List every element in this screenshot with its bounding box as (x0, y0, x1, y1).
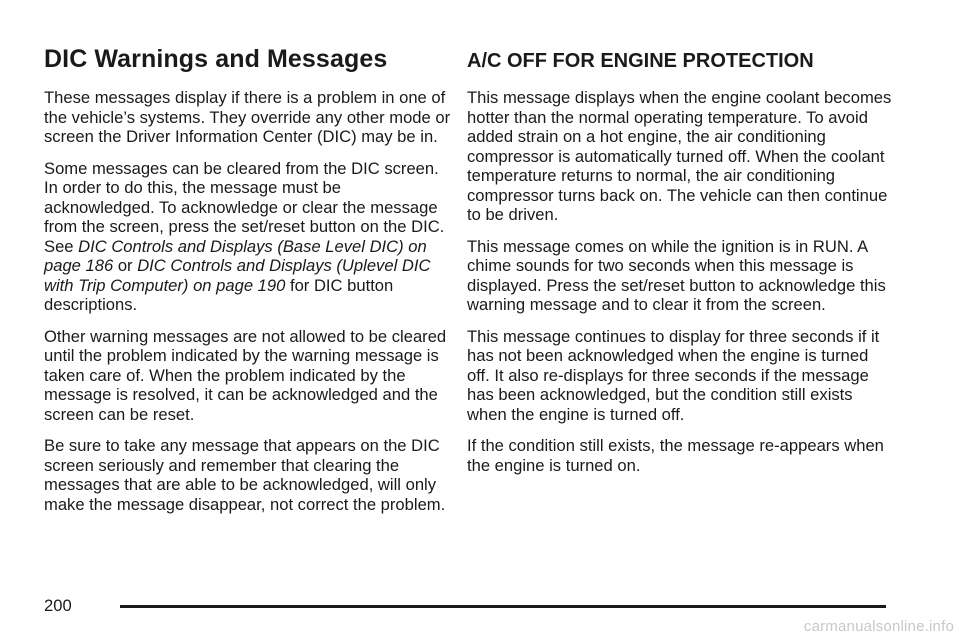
left-column (44, 44, 454, 526)
watermark: carmanualsonline.info (803, 618, 954, 635)
take-seriously-paragraph: Be sure to take any message that appears on the DIC screen seriously and remember that clearing the messages that are able to be acknowledged, will only make the message disappear, not correct the problem. (44, 436, 446, 514)
ac-off-description-paragraph: This message displays when the engine coolant becomes hotter than the normal operating temperature. To avoid added strain on a hot engine, the air conditioning compressor is automatically turned off. When the coolant temperature returns to normal, the air conditioning compressor turns back on. The vehicle can then continue to be driven. (467, 88, 892, 224)
continues-display-paragraph: This message continues to display for three seconds if it has not been acknowledged when the engine is turned off. It also re-displays for three seconds if the message has been acknowledged, but the condition still exists when the engine is turned off. (467, 326, 880, 424)
clearing-messages-paragraph (44, 159, 454, 315)
footer-divider (120, 605, 886, 608)
base-dic-reference-link[interactable]: DIC Controls and Displays (Base Level DIC) on page 186 (44, 236, 427, 275)
right-column (467, 44, 892, 487)
clearing-text-or: or (113, 256, 138, 275)
clearing-text-end: for DIC button descriptions. (44, 275, 394, 314)
clearing-text-start: Some messages can be cleared from the DIC screen. In order to do this, the message must be acknowledged. To acknowledge or clear the message from the screen, press the set/reset button on the DIC. See (44, 158, 445, 256)
reappears-paragraph: If the condition still exists, the message re-appears when the engine is turned on. (467, 436, 884, 475)
ac-off-heading: A/C OFF FOR ENGINE PROTECTION (467, 50, 814, 72)
page-footer (44, 596, 886, 616)
other-warnings-paragraph: Other warning messages are not allowed to be cleared until the problem indicated by the warning message is taken care of. When the problem indicated by the message is resolved, it can be acknowledged and the screen can be reset. (44, 326, 447, 424)
ignition-run-paragraph: This message comes on while the ignition is in RUN. A chime sounds for two seconds when this message is displayed. Press the set/reset button to acknowledge this warning message and to clear it from the screen. (467, 236, 886, 314)
dic-warnings-heading: DIC Warnings and Messages (44, 45, 388, 73)
uplevel-dic-reference-link[interactable]: DIC Controls and Displays (Uplevel DIC with Trip Computer) on page 190 (44, 256, 431, 295)
page-number: 200 (44, 596, 72, 615)
intro-paragraph: These messages display if there is a problem in one of the vehicle’s systems. They override any other mode or screen the Driver Information Center (DIC) may be in. (44, 88, 451, 146)
